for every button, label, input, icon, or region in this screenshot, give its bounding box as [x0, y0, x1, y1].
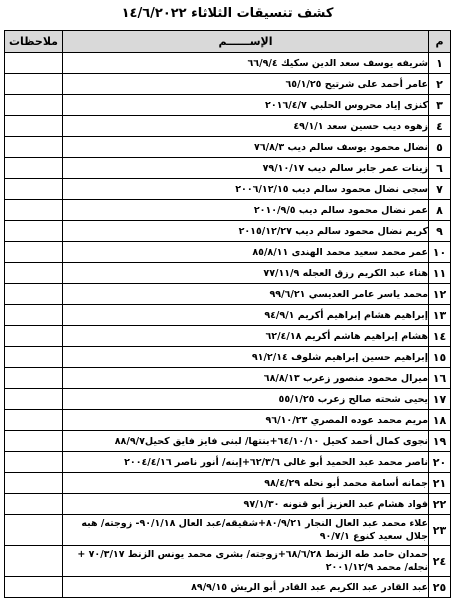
row-notes [5, 284, 63, 305]
row-name: هناء عبد الكريم رزق العجله ٧٧/١١/٩ [63, 263, 429, 284]
row-notes [5, 179, 63, 200]
row-number: ١٩ [429, 431, 451, 452]
table-row [5, 53, 451, 74]
row-notes [5, 389, 63, 410]
row-name: مريم محمد عوده المصري ٩٦/١٠/٢٣ [63, 410, 429, 431]
table-row [5, 546, 451, 577]
table-row [5, 368, 451, 389]
row-number: ١٢ [429, 284, 451, 305]
row-notes [5, 494, 63, 515]
row-notes [5, 546, 63, 577]
table-row [5, 515, 451, 546]
table-row [5, 242, 451, 263]
header-notes: ملاحظات [5, 31, 63, 53]
table-row [5, 389, 451, 410]
row-number: ٢٣ [429, 515, 451, 546]
table-row [5, 452, 451, 473]
row-number: ١٣ [429, 305, 451, 326]
table-row [5, 347, 451, 368]
row-number: ٤ [429, 116, 451, 137]
row-name: كريم نضال محمود سالم ديب ٢٠١٥/١٢/٢٧ [63, 221, 429, 242]
row-number: ٦ [429, 158, 451, 179]
row-name: سجى نضال محمود سالم ديب ٢٠٠٦/١٢/١٥ [63, 179, 429, 200]
row-name: زينات عمر جابر سالم ديب ٧٩/١٠/١٧ [63, 158, 429, 179]
row-notes [5, 137, 63, 158]
row-name: حمدان حامد طه الزنط ٦٨/٦/٢٨+زوجته/ بشرى محمد يونس الزنط ٧٠/٣/١٧ + نجله/ محمد ٢٠٠١/١٢/٩ [63, 546, 429, 577]
row-notes [5, 158, 63, 179]
table-header-row [5, 31, 451, 53]
row-number: ١٤ [429, 326, 451, 347]
row-name: محمد ياسر عامر العديسي ٩٩/٦/٢١ [63, 284, 429, 305]
row-name: زهوه ديب حسين سعد ٤٩/١/١ [63, 116, 429, 137]
row-notes [5, 431, 63, 452]
row-notes [5, 95, 63, 116]
row-number: ١١ [429, 263, 451, 284]
table-row [5, 263, 451, 284]
row-name: عبد القادر عبد الكريم عبد القادر أبو الريش ٨٩/٩/١٥ [63, 577, 429, 598]
row-number: ٧ [429, 179, 451, 200]
header-name: الإســــــم [63, 31, 429, 53]
row-notes [5, 577, 63, 598]
table-row [5, 410, 451, 431]
row-notes [5, 368, 63, 389]
row-notes [5, 242, 63, 263]
row-notes [5, 347, 63, 368]
row-name: جمانه أسامة محمد أبو نحله ٩٨/٤/٢٩ [63, 473, 429, 494]
table-row [5, 431, 451, 452]
row-notes [5, 53, 63, 74]
page-title: كشف تنسيقات الثلاثاء ١٤/٦/٢٠٢٢ [121, 6, 334, 21]
row-name: شريفه يوسف سعد الدين سكيك ٦٦/٩/٤ [63, 53, 429, 74]
table-row [5, 577, 451, 598]
header-num: م [429, 31, 451, 53]
table-row [5, 116, 451, 137]
row-name: فواد هشام عبد العزيز أبو قنونه ٩٧/١/٣٠ [63, 494, 429, 515]
row-number: ٣ [429, 95, 451, 116]
row-notes [5, 74, 63, 95]
table-row [5, 284, 451, 305]
row-notes [5, 326, 63, 347]
row-notes [5, 221, 63, 242]
row-name: ناصر محمد عبد الحميد أبو غالى ٦٢/٣/٦+إبنه/ أنور ناصر ٢٠٠٤/٤/١٦ [63, 452, 429, 473]
row-name: علاء محمد عبد العال النجار ٨٠/٩/٢١+شقيقه/عبد العال ٩٠/١/١٨- زوجته/ هبه جلال سعيد كنوع ٩٠/٧/١ [63, 515, 429, 546]
table-row [5, 473, 451, 494]
row-notes [5, 473, 63, 494]
table-row [5, 179, 451, 200]
row-number: ٨ [429, 200, 451, 221]
row-notes [5, 452, 63, 473]
row-number: ١٥ [429, 347, 451, 368]
row-name: ميرال محمود منصور زعرب ٦٨/٨/١٣ [63, 368, 429, 389]
row-notes [5, 200, 63, 221]
row-name: عامر أحمد على شرتيح ٦٥/١/٢٥ [63, 74, 429, 95]
row-number: ٢١ [429, 473, 451, 494]
row-number: ١٧ [429, 389, 451, 410]
row-number: ١٦ [429, 368, 451, 389]
table-row [5, 95, 451, 116]
row-name: نجوى كمال أحمد كحيل ٦٤/١٠/١٠+بنتها/ لبنى فايز فايق كحيل٨٨/٩/٧ [63, 431, 429, 452]
row-name: إبراهيم هشام إبراهيم أكريم ٩٤/٩/١ [63, 305, 429, 326]
row-name: يحيى شحته صالح زعرب ٥٥/١/٢٥ [63, 389, 429, 410]
row-number: ١ [429, 53, 451, 74]
row-notes [5, 263, 63, 284]
table-row [5, 305, 451, 326]
table-row [5, 326, 451, 347]
table-row [5, 221, 451, 242]
table-row [5, 137, 451, 158]
row-notes [5, 410, 63, 431]
row-number: ٢٥ [429, 577, 451, 598]
row-name: إبراهيم حسين إبراهيم شلوف ٩١/٢/١٤ [63, 347, 429, 368]
row-number: ٢٢ [429, 494, 451, 515]
names-table [4, 30, 451, 598]
row-name: نضال محمود يوسف سالم ديب ٧٦/٨/٣ [63, 137, 429, 158]
row-number: ١٨ [429, 410, 451, 431]
row-number: ١٠ [429, 242, 451, 263]
row-number: ٢٠ [429, 452, 451, 473]
table-row [5, 74, 451, 95]
table-row [5, 494, 451, 515]
row-notes [5, 515, 63, 546]
row-notes [5, 305, 63, 326]
table-row [5, 158, 451, 179]
row-name: هشام إبراهيم هاشم أكريم ٦٢/٤/١٨ [63, 326, 429, 347]
table-row [5, 200, 451, 221]
row-name: عمر محمد سعيد محمد الهندى ٨٥/٨/١١ [63, 242, 429, 263]
row-name: كنزى إياد محروس الحلبي ٢٠١٦/٤/٧ [63, 95, 429, 116]
row-number: ٢ [429, 74, 451, 95]
row-number: ٩ [429, 221, 451, 242]
row-notes [5, 116, 63, 137]
row-number: ٥ [429, 137, 451, 158]
row-number: ٢٤ [429, 546, 451, 577]
row-name: عمر نضال محمود سالم ديب ٢٠١٠/٩/٥ [63, 200, 429, 221]
